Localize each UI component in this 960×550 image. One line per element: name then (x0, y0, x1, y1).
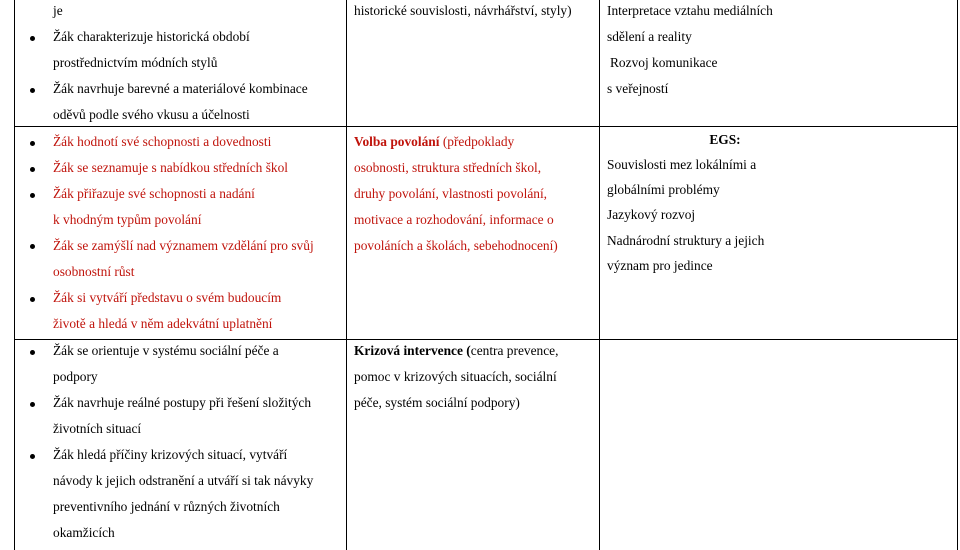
bullet-icon (30, 350, 35, 355)
column-crosscurricular (600, 0, 957, 550)
egs-line: Jazykový rozvoj (607, 207, 696, 222)
topic-heading-crisis (354, 343, 558, 359)
outcome-line: oděvů podle svého vkusu a účelnosti (53, 107, 250, 122)
outcome-line: Žák přiřazuje své schopnosti a nadání (53, 186, 255, 201)
egs-line: význam pro jedince (607, 258, 713, 273)
egs-line: Souvislosti mez lokálními a (607, 157, 757, 172)
topic-heading-career (354, 134, 514, 150)
outcome-line: Žák si vytváří představu o svém budoucím (53, 290, 282, 305)
outcome-line: Žák navrhuje reálné postupy při řešení složitých (53, 395, 312, 410)
topic-line: motivace a rozhodování, informace o (354, 212, 554, 227)
bullet-icon (30, 36, 35, 41)
outcome-line: návody k jejich odstranění a utváří si tak návyky (53, 473, 314, 488)
crosscurricular-line: Rozvoj komunikace (610, 55, 718, 70)
outcome-line: Žák navrhuje barevné a materiálové kombinace (53, 81, 308, 96)
crosscurricular-line: s veřejností (607, 81, 669, 96)
outcome-line: životě a hledá v něm adekvátní uplatnění (53, 316, 273, 331)
egs-line: Nadnárodní struktury a jejich (607, 233, 765, 248)
column-topics (347, 0, 599, 550)
table-border-right (957, 0, 958, 550)
outcome-line: Žák se orientuje v systému sociální péče a (53, 343, 279, 358)
egs-heading: EGS: (709, 132, 741, 147)
bullet-icon (30, 297, 35, 302)
topic-heading-rest: (předpoklady (439, 134, 515, 149)
outcome-line: okamžicích (53, 525, 115, 540)
bullet-icon (30, 454, 35, 459)
egs-line: globálními problémy (607, 182, 720, 197)
topic-line: historické souvislosti, návrhářství, styly) (354, 3, 572, 18)
outcome-line: osobnostní růst (53, 264, 135, 279)
outcome-line: prostřednictvím módních stylů (53, 55, 218, 70)
bullet-icon (30, 244, 35, 249)
outcome-line: podpory (53, 369, 98, 384)
crosscurricular-line: Interpretace vztahu mediálních (607, 3, 773, 18)
topic-line: péče, systém sociální podpory) (354, 395, 520, 410)
bullet-icon (30, 402, 35, 407)
outcome-line: Žák hledá příčiny krizových situací, vytváří (53, 447, 288, 462)
topic-line: pomoc v krizových situacích, sociální (354, 369, 557, 384)
topic-line: druhy povolání, vlastnosti povolání, (354, 186, 548, 201)
outcome-line: životních situací (53, 421, 142, 436)
topic-heading-rest: centra prevence, (470, 343, 559, 358)
topic-line: povoláních a školách, sebehodnocení) (354, 238, 558, 253)
topic-heading-bold: Volba povolání (354, 134, 440, 149)
column-outcomes (0, 0, 346, 550)
bullet-icon (30, 88, 35, 93)
outcome-line: preventivního jednání v různých životních (53, 499, 280, 514)
outcome-line: k vhodným typům povolání (53, 212, 202, 227)
bullet-icon (30, 193, 35, 198)
outcome-line: je (53, 3, 63, 18)
crosscurricular-line: sdělení a reality (607, 29, 692, 44)
outcome-line: Žák se seznamuje s nabídkou středních škol (53, 160, 289, 175)
outcome-line: Žák se zamýšlí nad významem vzdělání pro svůj (53, 238, 314, 253)
topic-line: osobnosti, struktura středních škol, (354, 160, 542, 175)
topic-heading-bold: Krizová intervence ( (354, 343, 471, 358)
outcome-line: Žák hodnotí své schopnosti a dovednosti (53, 134, 272, 149)
outcome-line: Žák charakterizuje historická období (53, 29, 250, 44)
bullet-icon (30, 167, 35, 172)
bullet-icon (30, 141, 35, 146)
